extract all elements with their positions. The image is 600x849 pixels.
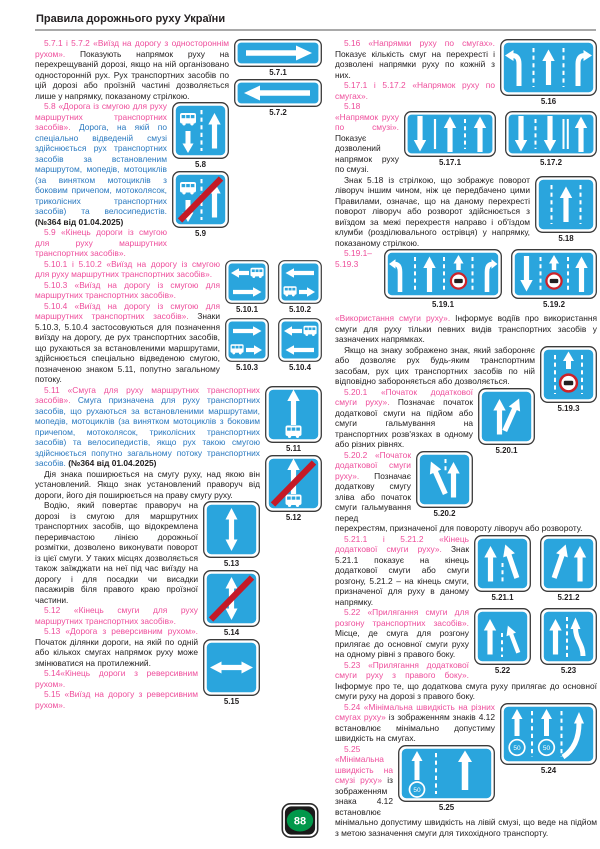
para-heading: 5.12 «Кінець смуги для руху маршрутних транспортних засобів». bbox=[35, 605, 198, 626]
amendment-note: (№364 від 01.04.2025) bbox=[68, 458, 157, 468]
sign-figure-5-19-3 bbox=[540, 346, 597, 413]
para-heading: 5.7.1 і 5.7.2 «Виїзд на дорогу з одностороннім рухом». bbox=[35, 38, 229, 59]
sign-figure-5-15 bbox=[203, 639, 260, 706]
para-heading: 5.11 «Смуга для руху маршрутних транспортних засобів». bbox=[35, 384, 260, 405]
header-divider bbox=[35, 29, 596, 31]
sign-figure-5-10-4 bbox=[278, 318, 322, 372]
sign-figure-5-17-1 bbox=[404, 111, 496, 167]
para-heading: 5.8 «Дорога із смугою для руху маршрутних транспортних засобів». bbox=[35, 101, 167, 132]
sign-figure-5-10-3 bbox=[225, 318, 269, 372]
sign-caption: 5.18 bbox=[558, 233, 574, 243]
road-sign-5-13-icon bbox=[203, 501, 260, 558]
figure-group-5-13 bbox=[203, 501, 260, 708]
para-body: Показують напрямок руху на перехрещуваній дорозі, якщо на ній організовано односторонній рух. Рух транспортних засобів по цій дорозі або проїзній частині дозволяється лише у напрямку, показаному стрілкою. bbox=[35, 48, 229, 101]
para-heading: 5.21.1 і 5.21.2 «Кінець додаткової смуги руху». bbox=[335, 533, 469, 554]
sign-caption: 5.19.2 bbox=[543, 300, 565, 309]
sign-caption: 5.7.1 bbox=[269, 68, 287, 77]
sign-caption: 5.10.4 bbox=[289, 362, 311, 372]
sign-caption: 5.21.2 bbox=[557, 592, 580, 602]
road-sign-5-21-2-icon bbox=[540, 535, 597, 592]
sign-figure-5-17-2 bbox=[505, 111, 597, 167]
para-heading: 5.14«Кінець дороги з реверсивним рухом». bbox=[35, 668, 198, 689]
content-columns bbox=[35, 38, 597, 838]
para-heading: 5.9 «Кінець дороги із смугою для руху маршрутних транспортних засобів». bbox=[35, 227, 167, 258]
sign-figure-5-13 bbox=[203, 501, 260, 568]
sign-figure-5-21-2 bbox=[540, 535, 597, 602]
para-body: із зображенням знаків 4.12 встановлює мінімально допустиму швидкість на смугах. bbox=[335, 712, 495, 743]
para-heading: 5.16 «Напрямки руху по смугах». bbox=[344, 38, 495, 48]
para-body: Знаки 5.10.3, 5.10.4 застосовуються для позначення виїзду на дорогу, де рух транспортних засобів, що рухаються за встановленими маршрутами, здійснюється спеціально відведеною смугою, позначеною знаком 5.11, попутно загальному потоку. bbox=[35, 311, 220, 384]
para-heading: 5.18 «Напрямок руху по смузі». bbox=[335, 101, 399, 132]
road-sign-5-9-icon bbox=[172, 171, 229, 228]
sign-caption: 5.19.3 bbox=[557, 403, 580, 413]
figure-group-5-21 bbox=[474, 535, 597, 604]
road-sign-5-20-1-icon bbox=[478, 388, 535, 445]
road-sign-5-20-2-icon bbox=[416, 451, 473, 508]
sign-figure-5-7-2 bbox=[234, 79, 322, 117]
figure-group-5-19 bbox=[384, 249, 597, 311]
sign-caption: 5.12 bbox=[285, 512, 302, 522]
sign-figure-5-19-2 bbox=[511, 249, 597, 309]
para-body: Позначає початок додаткової смуги на підйом або смуги гальмування на транспортних розв'язках в одному або різних рівнях. bbox=[335, 397, 473, 449]
road-sign-5-12-icon bbox=[265, 455, 322, 512]
figure-group-5-7 bbox=[234, 39, 322, 119]
page-number: 88 bbox=[293, 815, 307, 828]
sign-figure-5-20-2 bbox=[416, 451, 473, 518]
para-heading: 5.10.3 «Виїзд на дорогу із смугою для маршрутних транспортних засобів». bbox=[35, 279, 220, 300]
road-sign-5-10-3-icon bbox=[225, 318, 269, 362]
road-sign-5-25-icon bbox=[398, 745, 495, 802]
sign-figure-5-9 bbox=[172, 171, 229, 238]
sign-figure-5-24 bbox=[500, 703, 597, 775]
para-body: Дія знака поширюється на смугу руху, над якою він установлений. Якщо знак установлений праворуч від дороги, його дія поширюється на праву смугу руху. bbox=[35, 468, 260, 500]
para-heading: 5.10.4 «Виїзд на дорогу із смугою для маршрутних транспортних засобів». bbox=[35, 300, 220, 321]
road-sign-5-10-2-icon bbox=[278, 260, 322, 304]
road-sign-5-10-4-icon bbox=[278, 318, 322, 362]
sign-caption: 5.19.1 bbox=[432, 300, 454, 309]
para-body: Інформує про те, що додаткова смуга руху прилягає до основної смуги руху на дорозі з правого боку. bbox=[335, 680, 597, 701]
figure-group-5-24 bbox=[500, 703, 597, 777]
road-sign-5-24-icon bbox=[500, 703, 597, 765]
sign-caption: 5.16 bbox=[540, 97, 557, 106]
para-heading: 5.24 «Мінімальна швидкість на різних смугах руху» bbox=[335, 701, 495, 722]
figure-group-5-11 bbox=[265, 386, 322, 524]
sign-figure-5-20-1 bbox=[478, 388, 535, 455]
road-sign-5-11-icon bbox=[265, 386, 322, 443]
sign-caption: 5.10.2 bbox=[289, 304, 311, 314]
page-title: Правила дорожнього руху України bbox=[36, 13, 226, 25]
para-amended: Смуга призначена для руху транспортних засобів, що рухаються за встановленими маршрутами, мопедів, мотоциклів (за винятком мотоциклів з боковим причепом, мотоколясок, триколісних транспортних засобів) та велосипедистів, якщо рух такою смугою здійснюється попутно загальному потоку транспортних засобів. bbox=[35, 395, 261, 468]
para-body: із зображенням знака 4.12 встановлює мінімально допустиму швидкість на лівій смузі, що веде на підйом з метою зазначення смуги для тихохідного транспорту. bbox=[335, 775, 597, 838]
road-sign-5-18-icon bbox=[535, 176, 597, 233]
sign-caption: 5.8 bbox=[195, 160, 206, 169]
sign-figure-5-23 bbox=[540, 608, 597, 675]
para-body: Показує кількість смуг на перехресті і дозволені напрямки руху по кожній з них. bbox=[335, 48, 495, 80]
sign-figure-5-25 bbox=[398, 745, 495, 812]
para-body: Знак 5.18 із стрілкою, що зображує поворот ліворуч іншим чином, ніж це передбачено цими Правилами, означає, що на даному перехресті поворот ліворуч або розворот здійснюється з виїздом за межі перехрестя направо і об'їздом клумби (розділювального острівця) у напрямку, показаному стрілкою. bbox=[335, 174, 530, 248]
sign-caption: 5.24 bbox=[540, 765, 557, 775]
para-body: Водію, який повертає праворуч на дорозі із смугою для маршрутних транспортних засобів, що відокремлена переривчастою лінією дорожньої розмітки, дозволено виконувати поворот із цієї смуги. У таких місцях дозволяється також заїжджати на неї під час виїзду на дорогу і для посадки чи висадки пасажирів біля правого краю проїзної частини. bbox=[35, 500, 198, 605]
para-heading: 5.22 «Прилягання смуги для розгону транспортних засобів». bbox=[335, 607, 469, 628]
para-body: Якщо на знаку зображено знак, який забороняє або дозволяє рух будь-яким транспортним засобам, рух цих транспортних засобів по ній відповідно забороняється або дозволяється. bbox=[335, 344, 535, 386]
sign-caption: 5.25 bbox=[438, 802, 455, 812]
para-body: Місце, де смуга для розгону прилягає до основної смуги руху на одному рівні з правого боку. bbox=[335, 628, 469, 659]
figure-group-5-20-1 bbox=[478, 388, 535, 457]
road-sign-5-10-1-icon bbox=[225, 260, 269, 304]
road-sign-5-7-1-icon bbox=[234, 39, 322, 67]
road-sign-5-23-icon bbox=[540, 608, 597, 665]
figure-group-5-18 bbox=[535, 176, 597, 245]
sign-caption: 5.22 bbox=[494, 666, 511, 675]
road-sign-5-19-1-icon bbox=[384, 249, 502, 299]
sign-figure-5-12 bbox=[265, 455, 322, 522]
sign-caption: 5.11 bbox=[286, 443, 301, 453]
left-column bbox=[35, 38, 322, 838]
sign-figure-5-22 bbox=[474, 608, 531, 675]
sign-figure-5-10-1 bbox=[225, 260, 269, 314]
para-5-12 bbox=[35, 605, 322, 626]
sign-caption: 5.14 bbox=[223, 628, 240, 637]
para-body: Початок ділянки дороги, на якій по одній або кількох смугах напрямок руху може змінюватися на протилежний. bbox=[35, 636, 198, 668]
min-speed-value: 50 bbox=[513, 744, 521, 752]
sign-figure-5-7-1 bbox=[234, 39, 322, 77]
right-column bbox=[335, 38, 597, 838]
road-sign-5-22-icon bbox=[474, 608, 531, 665]
road-sign-5-17-1-icon bbox=[404, 111, 496, 157]
road-sign-5-14-icon bbox=[203, 570, 260, 627]
sign-figure-5-21-1 bbox=[474, 535, 531, 602]
sign-figure-5-10-2 bbox=[278, 260, 322, 314]
page-number-icon bbox=[282, 803, 319, 838]
para-body: Знак 5.21.1 показує на кінець додаткової смуги або смуги розгону, 5.21.2 – на кінець смуги, призначеної для руху в даному напрямку. bbox=[335, 544, 469, 607]
figure-group-5-22 bbox=[474, 608, 597, 677]
sign-caption: 5.17.1 bbox=[439, 158, 461, 167]
para-5-15 bbox=[35, 689, 322, 710]
para-heading: 5.10.1 і 5.10.2 «Виїзд на дорогу із смугою для руху маршрутних транспортних засобів». bbox=[35, 258, 220, 279]
sign-caption: 5.15 bbox=[223, 697, 240, 706]
figure-group-5-25 bbox=[398, 745, 495, 814]
sign-caption: 5.21.1 bbox=[491, 592, 514, 602]
sign-figure-5-14 bbox=[203, 570, 260, 637]
sign-figure-5-18 bbox=[535, 176, 597, 243]
sign-figure-5-19-1 bbox=[384, 249, 502, 309]
sign-caption: 5.23 bbox=[560, 666, 577, 675]
para-heading: 5.15 «Виїзд на дорогу з реверсивним рухом». bbox=[35, 689, 198, 710]
sign-caption: 5.20.1 bbox=[495, 445, 518, 455]
page-number-badge bbox=[282, 803, 319, 843]
sign-caption: 5.10.1 bbox=[236, 304, 258, 314]
sign-caption: 5.13 bbox=[223, 559, 240, 568]
sign-caption: 5.17.2 bbox=[540, 158, 562, 167]
figure-group-5-10 bbox=[225, 260, 322, 374]
figure-group-5-8 bbox=[172, 102, 229, 240]
amendment-note: (№364 від 01.04.2025) bbox=[35, 216, 124, 227]
para-heading: 5.25 «Мінімальна швидкість на смузі руху» bbox=[335, 743, 393, 785]
road-sign-5-19-3-icon bbox=[540, 346, 597, 403]
road-sign-5-19-2-icon bbox=[511, 249, 597, 299]
min-speed-value: 50 bbox=[542, 744, 551, 752]
road-sign-5-17-2-icon bbox=[505, 111, 597, 157]
road-sign-5-7-2-icon bbox=[234, 79, 322, 107]
sign-figure-5-11 bbox=[265, 386, 322, 453]
para-heading: 5.19.1–5.19.3 «Використання смуги руху». bbox=[335, 248, 451, 323]
figure-group-5-16 bbox=[500, 39, 597, 108]
para-amended: Дорога, на якій по спеціально відведеній смузі здійснюється рух транспортних засобів за встановленим маршрутом, мопедів, мотоциклів (за винятком мотоциклів з боковим причепом, мотоколясок, триколісних транспортних засобів) та велосипедистів. bbox=[35, 122, 167, 216]
para-body: Позначає додаткову смугу зліва або початок смуги гальмування перед перехрестям, призначеної для повороту ліворуч або розвороту. bbox=[335, 470, 583, 533]
road-sign-5-8-icon bbox=[172, 102, 229, 159]
min-speed-value: 50 bbox=[413, 786, 421, 794]
para-heading: 5.20.2 «Початок додаткової смуги руху». bbox=[335, 449, 411, 481]
sign-caption: 5.7.2 bbox=[269, 108, 287, 117]
para-5-13 bbox=[35, 626, 322, 668]
para-body: Показує дозволений напрямок руху по смузі. bbox=[335, 132, 399, 174]
road-sign-5-21-1-icon bbox=[474, 535, 531, 592]
figure-group-5-19-3 bbox=[540, 346, 597, 415]
sign-figure-5-16 bbox=[500, 39, 597, 106]
road-sign-5-16-icon bbox=[500, 39, 597, 96]
para-5-14 bbox=[35, 668, 322, 689]
para-heading: 5.20.1 «Початок додаткової смуги руху». bbox=[335, 386, 473, 407]
sign-caption: 5.9 bbox=[195, 229, 206, 238]
figure-group-5-20-2 bbox=[416, 451, 473, 520]
sign-caption: 5.10.3 bbox=[236, 362, 258, 372]
sign-figure-5-8 bbox=[172, 102, 229, 169]
figure-group-5-17 bbox=[404, 111, 597, 169]
para-body: Інформує водіїв про використання смуги для руху тільки певних видів транспортних засобів у зазначених напрямках. bbox=[335, 313, 598, 344]
para-heading: 5.13 «Дорога з реверсивним рухом». bbox=[44, 626, 198, 636]
sign-caption: 5.20.2 bbox=[433, 508, 456, 518]
para-heading: 5.17.1 і 5.17.2 «Напрямок руху по смугах». bbox=[335, 80, 495, 101]
road-sign-5-15-icon bbox=[203, 639, 260, 696]
para-heading: 5.23 «Прилягання додаткової смуги руху з правого боку». bbox=[335, 659, 469, 680]
